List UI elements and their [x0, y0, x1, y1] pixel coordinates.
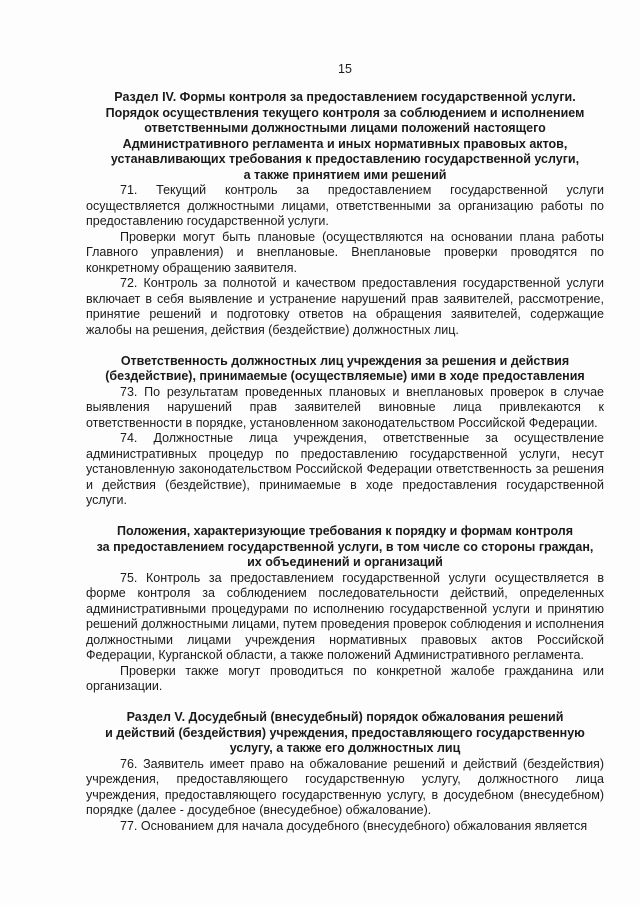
heading-line: Административного регламента и иных нормативных правовых актов,	[122, 136, 568, 151]
paragraph-71-inspections: Проверки могут быть плановые (осуществляются на основании плана работы Главного управления) и внеплановые. Внеплановые проверки проводятся по конкретному обращению заявителя.	[86, 229, 604, 275]
control-provisions-heading	[86, 524, 604, 571]
paragraph-77: 77. Основанием для начала досудебного (внесудебного) обжалования является	[120, 818, 588, 833]
heading-line: услугу, а также его должностных лиц	[229, 741, 461, 755]
heading-line: их объединений и организаций	[247, 555, 443, 569]
paragraph-74: 74. Должностные лица учреждения, ответственные за осуществление административных процедур по предоставлению государственной услуги, несут установленную законодательством Российской Федерации ответственность за решения и действия (бездействие), принимаемые в ходе предоставления государственной услуги.	[86, 431, 604, 507]
heading-line: Раздел V. Досудебный (внесудебный) порядок обжалования решений	[126, 710, 564, 724]
heading-line: Положения, характеризующие требования к порядку и формам контроля	[116, 524, 574, 538]
paragraph-75-complaints: Проверки также могут проводиться по конкретной жалобе гражданина или организации.	[86, 663, 604, 693]
page-number: 15	[338, 62, 352, 76]
spacer	[86, 695, 604, 711]
heading-line: за предоставлением государственной услуги, в том числе со стороны граждан,	[96, 539, 594, 554]
spacer	[86, 509, 604, 525]
section-4-heading	[86, 90, 604, 183]
paragraph-72: 72. Контроль за полнотой и качеством предоставления государственной услуги включает в себя выявление и устранение нарушений прав заявителей, рассмотрение, принятие решений и подготовку ответов на обращения заявителей, содержащие жалобы на решения, действия (бездействие) должностных лиц.	[86, 276, 604, 337]
spacer	[86, 338, 604, 354]
heading-line: ответственными должностными лицами положений настоящего	[144, 121, 546, 135]
heading-line: и действий (бездействия) учреждения, предоставляющего государственную	[105, 725, 585, 740]
heading-line: Ответственность должностных лиц учреждения за решения и действия	[120, 353, 570, 368]
section-5-heading	[86, 710, 604, 757]
paragraph-73: 73. По результатам проведенных плановых и внеплановых проверок в случае выявления нарушений прав заявителей виновные лица привлекаются к ответственности в порядке, установленном законодательством Российской Федерации.	[86, 384, 604, 430]
paragraph-71: 71. Текущий контроль за предоставлением государственной услуги осуществляется должностными лицами, ответственными за организацию работы по предоставлению государственной услуги.	[86, 183, 604, 228]
paragraph-75: 75. Контроль за предоставлением государственной услуги осуществляется в форме контроля за соблюдением последовательности действий, определенных административными процедурами по исполнению государственной услуги и принятию решений должностными лицами, путем проведения проверок соблюдения и исполнения должностными лицами учреждения нормативных правовых актов Российской Федерации, Курганской области, а также положений Административного регламента.	[86, 570, 604, 662]
responsibility-heading	[86, 354, 604, 385]
heading-line: устанавливающих требования к предоставлению государственной услуги,	[110, 152, 580, 166]
heading-line: Порядок осуществления текущего контроля за соблюдением и исполнением	[105, 105, 585, 120]
heading-line: Раздел IV. Формы контроля за предоставлением государственной услуги.	[114, 90, 576, 104]
heading-line: (бездействие), принимаемые (осуществляемые) ими в ходе предоставления	[105, 369, 585, 383]
paragraph-76: 76. Заявитель имеет право на обжалование решений и действий (бездействия) учреждения, предоставляющего государственную услугу, должностного лица учреждения, предоставляющего государственную услугу, в досудебном (внесудебном) порядке (далее - досудебное (внесудебное) обжалование).	[86, 756, 604, 817]
heading-line: а также принятием ими решений	[243, 167, 447, 182]
